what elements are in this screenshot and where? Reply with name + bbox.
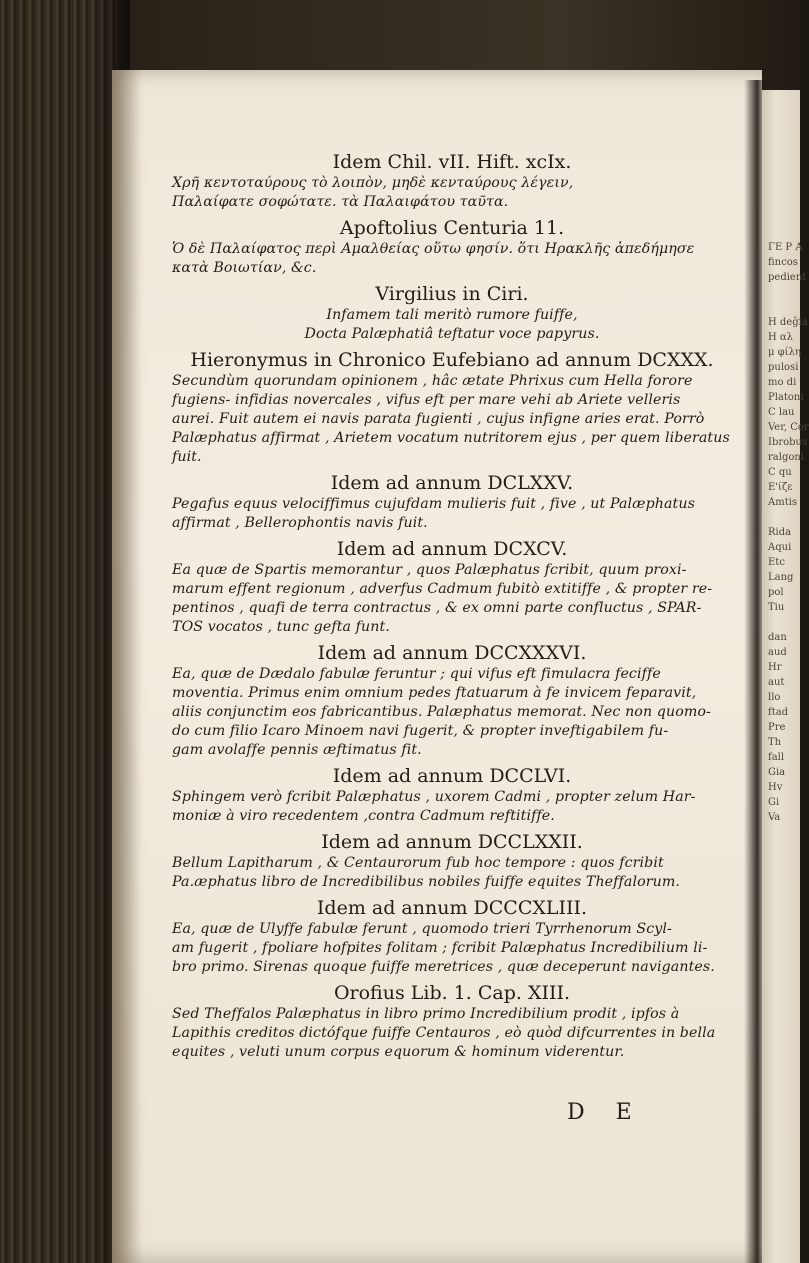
facing-page-fragment: Pre <box>768 722 786 733</box>
facing-page-fragment: Va <box>768 812 781 823</box>
facing-page-fragment: C lau <box>768 407 795 418</box>
verse-line: Docta Palæphatiâ teftatur voce papyrus. <box>304 326 600 342</box>
facing-page-fragment: Gi <box>768 797 780 808</box>
facing-page-fragment: Ε'ίζε <box>768 482 793 493</box>
text-line: moniæ à viro recedentem ,contra Cadmum reftitiffe. <box>172 808 555 824</box>
facing-page-strip <box>762 90 809 1263</box>
facing-page-fragment: Ver, Cor <box>768 422 809 433</box>
text-line: affirmat , Bellerophontis navis fuit. <box>172 515 428 531</box>
greek-line: Χρῆ κεντοταύρους τὸ λοιπὸν, μηδὲ κενταύρους λέγειν, <box>172 175 574 191</box>
verse-line: Infamem tali meritò rumore fuiffe, <box>326 307 578 323</box>
text-line: bro primo. Sirenas quoque fuiffe meretrices , quæ deceperunt navigantes. <box>172 959 715 975</box>
text-line: TOS vocatos , tunc gefta funt. <box>172 619 390 635</box>
facing-page-fragment: fall <box>768 752 785 763</box>
facing-page-fragment: Tiu <box>768 602 785 613</box>
text-line: Palæphatus affirmat , Arietem vocatum nutritorem ejus , per quem liberatus <box>172 430 730 446</box>
text-line: Pa.æphatus libro de Incredibilibus nobiles fuiffe equites Theffalorum. <box>172 874 681 890</box>
facing-page-fragment: Ibrobus <box>768 437 808 448</box>
book-page <box>112 70 762 1263</box>
facing-page-fragment: Etc <box>768 557 785 568</box>
facing-page-fragment: Lang <box>768 572 794 583</box>
facing-page-fragment: fincos <box>768 257 798 268</box>
facing-page-fragment: ralgoni <box>768 452 805 463</box>
page-fold-shadow <box>112 70 142 1263</box>
text-line: equites , veluti unum corpus equorum & hominum viderentur. <box>172 1044 625 1060</box>
facing-page-fragment <box>768 285 800 300</box>
text-line: Secundùm quorundam opinionem , hâc ætate Phrixus cum Hella forore <box>172 373 693 389</box>
text-line: Pegafus equus velociffimus cujufdam mulieris fuit , five , ut Palæphatus <box>172 496 695 512</box>
section-heading: Idem ad annum DCCLXXII. <box>321 831 583 853</box>
text-line: pentinos , quafi de terra contractus , & ex omni parte confluctus , SPAR- <box>172 600 702 616</box>
text-line: gam avolaffe pennis æftimatus fit. <box>172 742 422 758</box>
page-header: Idem Chil. vII. Hift. xcIx. <box>332 151 572 173</box>
facing-page-fragment: Amtis <box>768 497 798 508</box>
section-heading: Idem ad annum DCCXXXVI. <box>317 642 587 664</box>
text-line: aliis conjunctim eos fabricantibus. Palæphatus memorat. Nec non quomo- <box>172 704 711 720</box>
text-line: Sphingem verò fcribit Palæphatus , uxorem Cadmi , propter zelum Har- <box>172 789 696 805</box>
section-heading: Idem ad annum DCCLVI. <box>332 765 572 787</box>
facing-page-fragment: ΓΕ Ρ Α <box>768 242 803 253</box>
text-line: fugiens- infidias novercales , vifus eft per mare vehi ab Ariete velleris <box>172 392 681 408</box>
facing-page-fragment: pol <box>768 587 784 598</box>
section-heading: Idem ad annum DCLXXV. <box>330 472 574 494</box>
facing-page-fragment <box>768 615 800 630</box>
text-line: Ea quæ de Spartis memorantur , quos Palæphatus fcribit, quum proxi- <box>172 562 687 578</box>
facing-page-fragment: Th <box>768 737 782 748</box>
facing-page-fragment: pedient <box>768 272 807 283</box>
text-line: fuit. <box>172 449 202 465</box>
facing-page-fragment: C qu <box>768 467 792 478</box>
facing-page-fragment: Η αλ <box>768 332 793 343</box>
text-line: moventia. Primus enim omnium pedes ftatuarum à fe invicem feparavit, <box>172 685 697 701</box>
text-line: marum effent regionum , adverfus Cadmum fubitò extitiffe , & propter re- <box>172 581 713 597</box>
facing-page-fragment: Η deĝia <box>768 317 808 328</box>
facing-page-fragment: mo di <box>768 377 797 388</box>
facing-page-fragment: Platoni <box>768 392 804 403</box>
facing-page-fragment: aut <box>768 677 785 688</box>
text-line: Ea, quæ de Dædalo fabulæ feruntur ; qui vifus eft fimulacra feciffe <box>172 666 661 682</box>
section-heading: Idem ad annum DCCCXLIII. <box>316 897 588 919</box>
facing-page-fragment: Gia <box>768 767 786 778</box>
facing-page-fragment: ftad <box>768 707 789 718</box>
section-heading: Idem ad annum DCXCV. <box>336 538 568 560</box>
text-line: Ea, quæ de Ulyffe fabulæ ferunt , quomodo trieri Tyrrhenorum Scyl- <box>172 921 672 937</box>
text-line: Sed Theffalos Palæphatus in libro primo Incredibilium prodit , ipfos à <box>172 1006 680 1022</box>
text-line: Lapithis creditos dictófque fuiffe Centauros , eò quòd difcurrentes in bella <box>172 1025 716 1041</box>
facing-page-fragment: dan <box>768 632 787 643</box>
facing-page-fragment: Hv <box>768 782 783 793</box>
greek-line: Ὁ δὲ Παλαίφατος περὶ Αμαλθείας οὕτω φησίν. ὅτι Ηρακλῆς ἀπεδήμησε <box>172 241 695 257</box>
facing-page-text <box>768 240 809 825</box>
section-heading: Apoftolius Centuria 11. <box>339 217 565 239</box>
facing-page-fragment: llo <box>768 692 781 703</box>
greek-line: Παλαίφατε σοφώτατε. τὰ Παλαιφάτου ταῦτα. <box>172 194 509 210</box>
facing-page-fragment: Rida <box>768 527 792 538</box>
facing-page-fragment: aud <box>768 647 787 658</box>
page-text <box>172 150 732 1062</box>
text-line: do cum filio Icaro Minoem navi fugerit, & propter inveftigabilem fu- <box>172 723 669 739</box>
text-line: am fugerit , fpoliare hofpites folitam ; fcribit Palæphatus Incredibilium li- <box>172 940 708 956</box>
catchword: D E <box>567 1100 644 1125</box>
section-heading: Hieronymus in Chronico Eufebiano ad annum DCXXX. <box>190 349 714 371</box>
section-heading: Virgilius in Ciri. <box>375 283 529 305</box>
facing-page-fragment <box>768 510 800 525</box>
facing-page-fragment: pulosi <box>768 362 799 373</box>
section-heading: Orofius Lib. 1. Cap. XIII. <box>333 982 571 1004</box>
greek-line: κατὰ Βοιωτίαν, &c. <box>172 260 317 276</box>
text-line: Bellum Lapitharum , & Centaurorum fub hoc tempore : quos fcribit <box>172 855 664 871</box>
facing-page-fragment: Aqui <box>768 542 792 553</box>
facing-page-fragment <box>768 300 800 315</box>
facing-page-fragment: μ φίλη <box>768 347 801 358</box>
text-line: aurei. Fuit autem ei navis parata fugienti , cujus infigne aries erat. Porrò <box>172 411 705 427</box>
facing-page-fragment: Hr <box>768 662 782 673</box>
